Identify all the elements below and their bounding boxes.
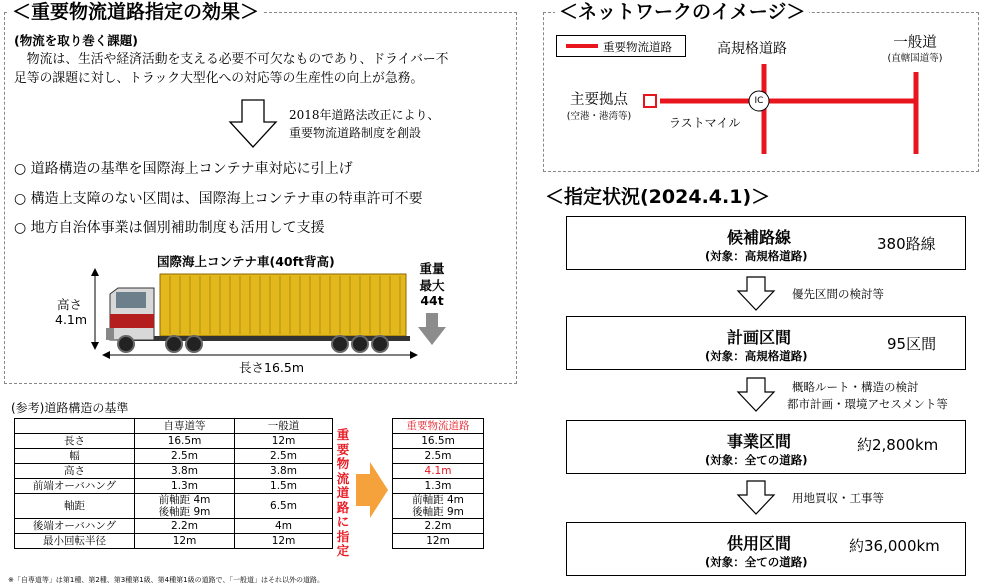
weight-label-line2: 最大: [419, 278, 445, 293]
table-header-row: [15, 419, 333, 434]
stage-target: (対象：高規格道路): [705, 349, 808, 363]
weight-label-line1: 重量: [419, 261, 445, 276]
table-cell: 2.5m: [235, 449, 333, 464]
designated-standards-table: [392, 418, 484, 549]
last-mile-label: ラストマイル: [669, 116, 741, 130]
legend-box: [556, 35, 686, 57]
effects-panel-title: ＜重要物流道路指定の効果＞: [8, 1, 263, 23]
table-row: [15, 519, 333, 534]
issue-heading: (物流を取り巻く課題): [14, 33, 138, 48]
table-cell: 16.5m: [135, 434, 235, 449]
table-cell: 4m: [235, 519, 333, 534]
legend-red-line-icon: [566, 44, 598, 48]
stage-target: (対象：高規格道路): [705, 249, 808, 263]
table-header-cell: [15, 419, 135, 434]
stage-name: 候補路線: [727, 228, 792, 247]
table-row: [393, 534, 484, 549]
law-revision-note-line1: 2018年道路法改正により、: [289, 108, 440, 122]
step-down-arrow-icon: [736, 377, 776, 413]
step-note: 都市計画・環境アセスメント等: [787, 397, 948, 411]
down-arrow-icon: [228, 99, 278, 149]
status-panel-title: ＜指定状況(2024.4.1)＞: [545, 186, 771, 208]
weight-value: 44t: [420, 293, 444, 308]
effect-item: ○ 地方自治体事業は個別補助制度も活用して支援: [14, 220, 325, 236]
step-note: 概略ルート・構造の検討: [792, 380, 919, 394]
stage-name: 供用区間: [727, 534, 792, 553]
table-cell: 2.2m: [135, 519, 235, 534]
table-cell: 3.8m: [235, 464, 333, 479]
stage-box-in-service: [566, 522, 966, 576]
container-truck-illustration: [88, 266, 418, 358]
stage-box-candidate: [566, 216, 966, 270]
table-row: [15, 449, 333, 464]
table-row: [15, 464, 333, 479]
table-cell: 2.2m: [393, 519, 484, 534]
designation-vertical-label: 重要物流道路に指定: [336, 427, 350, 558]
table-cell: 12m: [235, 434, 333, 449]
stage-box-plan: [566, 316, 966, 370]
table-cell: 高さ: [15, 464, 135, 479]
stage-target: (対象：全ての道路): [705, 555, 808, 569]
table-footnote: ※「自専道等」は第1種、第2種、第3種第1級、第4種第1級の道路で、「一般道」はそれ以外の道路。: [8, 576, 324, 584]
table-cell: 2.5m: [135, 449, 235, 464]
stage-value: 95区間: [887, 335, 937, 353]
stage-name: 事業区間: [727, 432, 792, 451]
length-label: 長さ16.5m: [239, 360, 305, 375]
step-down-arrow-icon: [736, 480, 776, 516]
truck-title: 国際海上コンテナ車(40ft背高): [157, 254, 335, 269]
stage-value: 380路線: [877, 235, 936, 253]
table-row: [393, 449, 484, 464]
table-cell: 前端オーバハング: [15, 479, 135, 494]
stage-target: (対象：全ての道路): [705, 453, 808, 467]
effect-item: ○ 道路構造の基準を国際海上コンテナ車対応に引上げ: [14, 161, 353, 177]
table-cell: 2.5m: [393, 449, 484, 464]
law-revision-note-line2: 重要物流道路制度を創設: [289, 126, 422, 140]
table-row: [393, 494, 484, 519]
step-note: 優先区間の検討等: [792, 287, 884, 301]
table-row: [393, 479, 484, 494]
table-header-cell: 重要物流道路: [393, 419, 484, 434]
table-row: [15, 434, 333, 449]
table-cell: 後端オーバハング: [15, 519, 135, 534]
table-row: [15, 479, 333, 494]
designation-arrow-icon: [356, 462, 388, 518]
table-cell: 12m: [393, 534, 484, 549]
general-road-sublabel: (直轄国道等): [887, 53, 943, 64]
table-cell: 1.3m: [393, 479, 484, 494]
table-row: [393, 434, 484, 449]
table-row: [15, 534, 333, 549]
general-road-label: 一般道: [893, 35, 937, 51]
table-cell: 軸距: [15, 494, 135, 519]
step-down-arrow-icon: [736, 276, 776, 312]
table-cell: 前軸距 4m 後軸距 9m: [135, 494, 235, 519]
effect-item: ○ 構造上支障のない区間は、国際海上コンテナ車の特車許可不要: [14, 191, 423, 207]
reference-standards-table: [14, 418, 333, 549]
stage-value: 約36,000km: [849, 537, 940, 555]
table-cell: 6.5m: [235, 494, 333, 519]
step-note: 用地買収・工事等: [792, 491, 884, 505]
height-label: 高さ: [57, 297, 83, 312]
stage-name: 計画区間: [727, 328, 792, 347]
table-cell: 前軸距 4m 後軸距 9m: [393, 494, 484, 519]
table-row: [393, 464, 484, 479]
table-cell: 12m: [235, 534, 333, 549]
table-row: [393, 519, 484, 534]
stage-box-project: [566, 420, 966, 474]
network-diagram: [630, 60, 930, 160]
height-value: 4.1m: [55, 312, 88, 327]
table-cell: 3.8m: [135, 464, 235, 479]
table-header-row: [393, 419, 484, 434]
table-cell: 1.3m: [135, 479, 235, 494]
table-cell: 12m: [135, 534, 235, 549]
table-cell: 1.5m: [235, 479, 333, 494]
issue-text-line2: 足等の課題に対し、トラック大型化への対応等の生産性の向上が急務。: [14, 71, 424, 86]
table-cell: 幅: [15, 449, 135, 464]
table-row: [15, 494, 333, 519]
hub-sublabel: (空港・港湾等): [566, 111, 632, 122]
issue-text-line1: 物流は、生活や経済活動を支える必要不可欠なものであり、ドライバー不: [14, 52, 449, 67]
ic-label: IC: [754, 96, 764, 106]
table-cell: 最小回転半径: [15, 534, 135, 549]
reference-table-caption: (参考)道路構造の基準: [11, 401, 129, 415]
table-header-cell: 自専道等: [135, 419, 235, 434]
hub-label: 主要拠点: [570, 92, 628, 108]
stage-value: 約2,800km: [857, 436, 939, 454]
table-cell: 長さ: [15, 434, 135, 449]
legend-label: 重要物流道路: [603, 40, 672, 54]
network-panel-title: ＜ネットワークのイメージ＞: [555, 1, 809, 23]
weight-down-arrow-icon: [418, 313, 446, 345]
table-cell: 4.1m: [393, 464, 484, 479]
expressway-label: 高規格道路: [717, 41, 787, 57]
table-cell: 16.5m: [393, 434, 484, 449]
table-header-cell: 一般道: [235, 419, 333, 434]
